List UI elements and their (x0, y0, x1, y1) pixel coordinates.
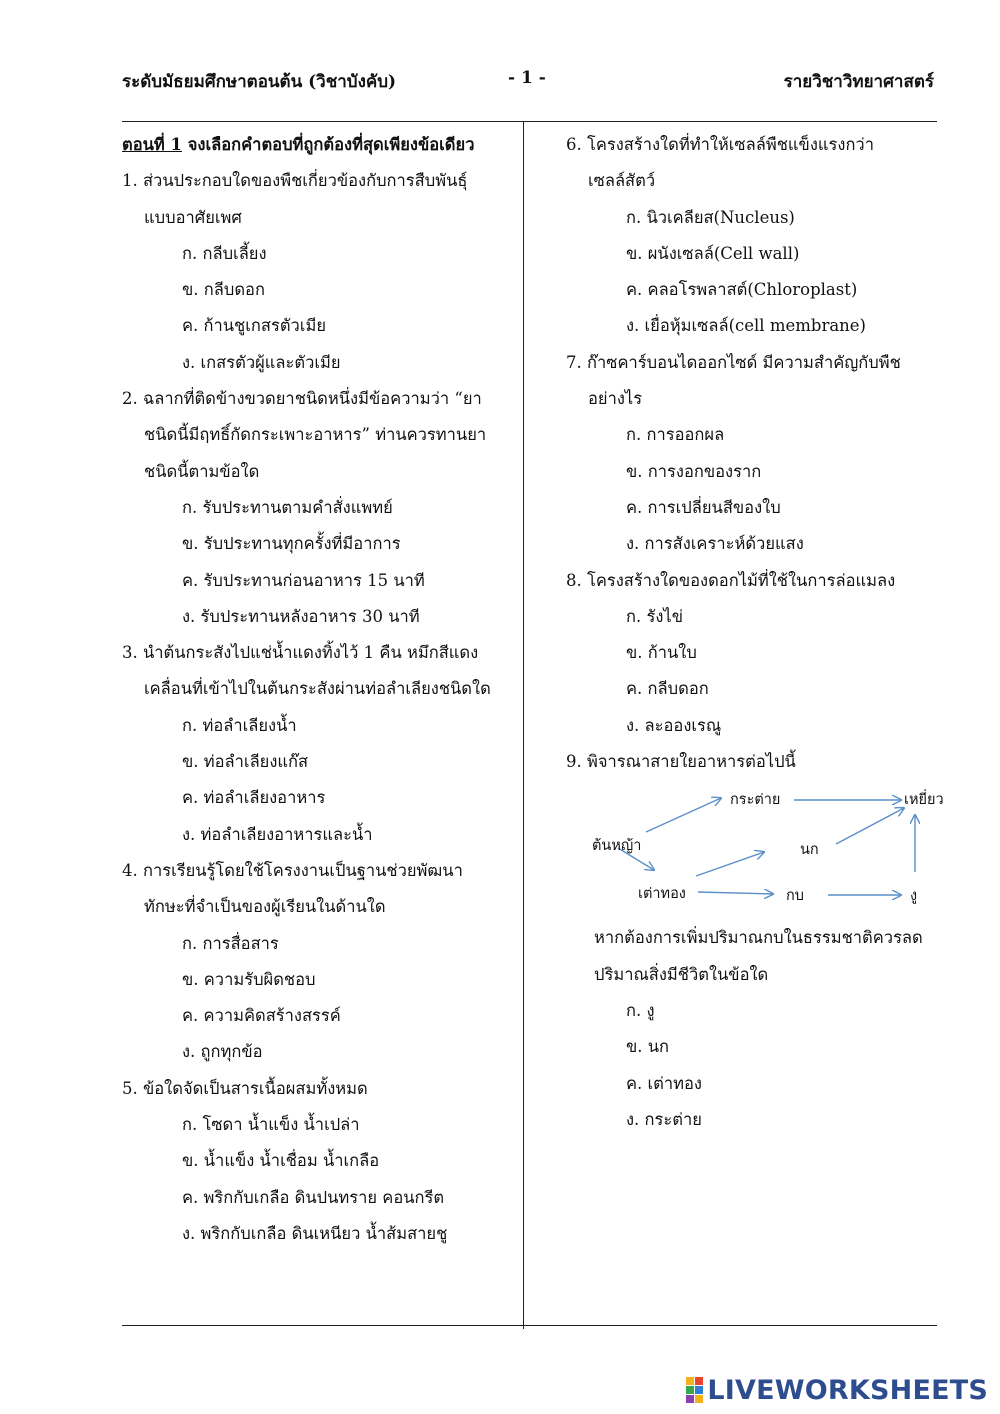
question-8 (566, 563, 946, 744)
option-b[interactable]: ข. ผนังเซลล์(Cell wall) (626, 243, 800, 263)
option-c[interactable]: ค. รับประทานก่อนอาหาร 15 นาที (182, 570, 425, 590)
option-c[interactable]: ค. พริกกับเกลือ ดินปนทราย คอนกรีต (182, 1187, 445, 1207)
question-1 (122, 163, 517, 381)
question-5 (122, 1071, 517, 1252)
option-b[interactable]: ข. น้ำแข็ง น้ำเชื่อม น้ำเกลือ (182, 1151, 380, 1171)
option-d[interactable]: ง. ละอองเรณู (626, 715, 722, 735)
option-b[interactable]: ข. ก้านใบ (626, 643, 697, 663)
question-text: ชนิดนี้ตามข้อใด (144, 461, 260, 481)
node-hawk: เหยี่ยว (904, 792, 944, 809)
node-grass: ต้นหญ้า (592, 838, 642, 855)
question-3 (122, 635, 517, 853)
option-d[interactable]: ง. การสังเคราะห์ด้วยแสง (626, 534, 804, 554)
arrow-grass-rabbit (646, 798, 721, 832)
option-a[interactable]: ก. ท่อลำเลียงน้ำ (182, 715, 297, 735)
option-a[interactable]: ก. รังไข่ (626, 606, 683, 626)
question-2 (122, 381, 517, 635)
question-text: หากต้องการเพิ่มปริมาณกบในธรรมชาติควรลด (594, 928, 923, 948)
option-a[interactable]: ก. การออกผล (626, 425, 725, 445)
question-text: 6. โครงสร้างใดที่ทำให้เซลล์พืชแข็งแรงกว่า (566, 135, 874, 154)
question-6 (566, 127, 946, 345)
question-text: 4. การเรียนรู้โดยใช้โครงงานเป็นฐานช่วยพัฒนา (122, 860, 463, 880)
option-a[interactable]: ก. โซดา น้ำแข็ง น้ำเปล่า (182, 1115, 360, 1135)
top-rule (122, 121, 937, 122)
header-subject: รายวิชาวิทยาศาสตร์ (783, 72, 934, 92)
node-bird: นก (800, 842, 819, 859)
logo-text: LIVEWORKSHEETS (707, 1374, 988, 1406)
arrow-turtle-bird (696, 852, 764, 876)
left-column (122, 127, 517, 1252)
bottom-rule (122, 1325, 937, 1326)
logo-mark-icon (686, 1377, 703, 1403)
node-snake: งู (910, 888, 918, 905)
node-frog: กบ (786, 888, 804, 905)
option-d[interactable]: ง. กระต่าย (626, 1109, 702, 1129)
option-c[interactable]: ค. คลอโรพลาสต์(Chloroplast) (626, 280, 858, 300)
section-label: ตอนที่ 1 (122, 135, 183, 154)
right-column (566, 127, 946, 1138)
question-text: 2. ฉลากที่ติดข้างขวดยาชนิดหนึ่งมีข้อความว่า “ยา (122, 389, 482, 409)
option-b[interactable]: ข. นก (626, 1037, 670, 1057)
question-text: 1. ส่วนประกอบใดของพืชเกี่ยวข้องกับการสืบพันธุ์ (122, 171, 468, 191)
option-a[interactable]: ก. นิวเคลียส(Nucleus) (626, 207, 795, 227)
option-d[interactable]: ง. ถูกทุกข้อ (182, 1042, 263, 1062)
option-c[interactable]: ค. ความคิดสร้างสรรค์ (182, 1006, 341, 1026)
question-text: 8. โครงสร้างใดของดอกไม้ที่ใช้ในการล่อแมลง (566, 570, 896, 590)
section-instruction: จงเลือกคำตอบที่ถูกต้องที่สุดเพียงข้อเดียว (182, 135, 475, 154)
option-d[interactable]: ง. รับประทานหลังอาหาร 30 นาที (182, 606, 420, 626)
question-text: 5. ข้อใดจัดเป็นสารเนื้อผสมทั้งหมด (122, 1078, 368, 1098)
question-text: แบบอาศัยเพศ (144, 207, 242, 227)
node-rabbit: กระต่าย (730, 792, 781, 809)
page-number: - 1 - (508, 68, 546, 88)
option-d[interactable]: ง. เกสรตัวผู้และตัวเมีย (182, 352, 341, 372)
option-a[interactable]: ก. รับประทานตามคำสั่งแพทย์ (182, 497, 393, 517)
question-9 (566, 744, 946, 1138)
option-b[interactable]: ข. กลีบดอก (182, 280, 265, 300)
node-turtle: เต่าทอง (638, 886, 686, 903)
option-c[interactable]: ค. ก้านชูเกสรตัวเมีย (182, 316, 326, 336)
question-text: 3. นำต้นกระสังไปแช่น้ำแดงทิ้งไว้ 1 คืน หมึกสีแดง (122, 643, 479, 663)
question-text: 7. ก๊าซคาร์บอนไดออกไซด์ มีความสำคัญกับพืช (566, 352, 901, 372)
question-text: ทักษะที่จำเป็นของผู้เรียนในด้านใด (144, 897, 386, 917)
question-text: เซลล์สัตว์ (588, 171, 656, 191)
question-text: ชนิดนี้มีฤทธิ์กัดกระเพาะอาหาร” ท่านควรทานยา (144, 425, 487, 445)
question-text: เคลื่อนที่เข้าไปในต้นกระสังผ่านท่อลำเลียงชนิดใด (144, 679, 491, 699)
question-7 (566, 345, 946, 563)
arrow-turtle-frog (698, 892, 773, 894)
option-a[interactable]: ก. งู (626, 1000, 655, 1020)
option-c[interactable]: ค. กลีบดอก (626, 679, 709, 699)
option-c[interactable]: ค. เต่าทอง (626, 1073, 702, 1093)
option-d[interactable]: ง. พริกกับเกลือ ดินเหนียว น้ำส้มสายชู (182, 1223, 448, 1243)
option-d[interactable]: ง. ท่อลำเลียงอาหารและน้ำ (182, 824, 373, 844)
option-b[interactable]: ข. รับประทานทุกครั้งที่มีอาการ (182, 534, 401, 554)
option-a[interactable]: ก. กลีบเลี้ยง (182, 243, 267, 263)
option-d[interactable]: ง. เยื่อหุ้มเซลล์(cell membrane) (626, 316, 866, 336)
food-web-diagram (566, 780, 946, 920)
option-c[interactable]: ค. การเปลี่ยนสีของใบ (626, 497, 781, 517)
question-4 (122, 853, 517, 1071)
option-a[interactable]: ก. การสื่อสาร (182, 933, 279, 953)
column-divider (523, 121, 524, 1329)
question-text: อย่างไร (588, 389, 643, 409)
question-text: 9. พิจารณาสายใยอาหารต่อไปนี้ (566, 752, 796, 772)
arrow-bird-hawk (836, 808, 904, 844)
header-level: ระดับมัธยมศึกษาตอนต้น (วิชาบังคับ) (122, 72, 397, 92)
option-b[interactable]: ข. การงอกของราก (626, 461, 762, 481)
option-b[interactable]: ข. ความรับผิดชอบ (182, 969, 316, 989)
liveworksheets-logo (686, 1374, 988, 1406)
option-b[interactable]: ข. ท่อลำเลียงแก๊ส (182, 752, 309, 772)
section-heading (122, 127, 517, 163)
question-text: ปริมาณสิ่งมีชีวิตในข้อใด (594, 964, 769, 984)
option-c[interactable]: ค. ท่อลำเลียงอาหาร (182, 788, 326, 808)
